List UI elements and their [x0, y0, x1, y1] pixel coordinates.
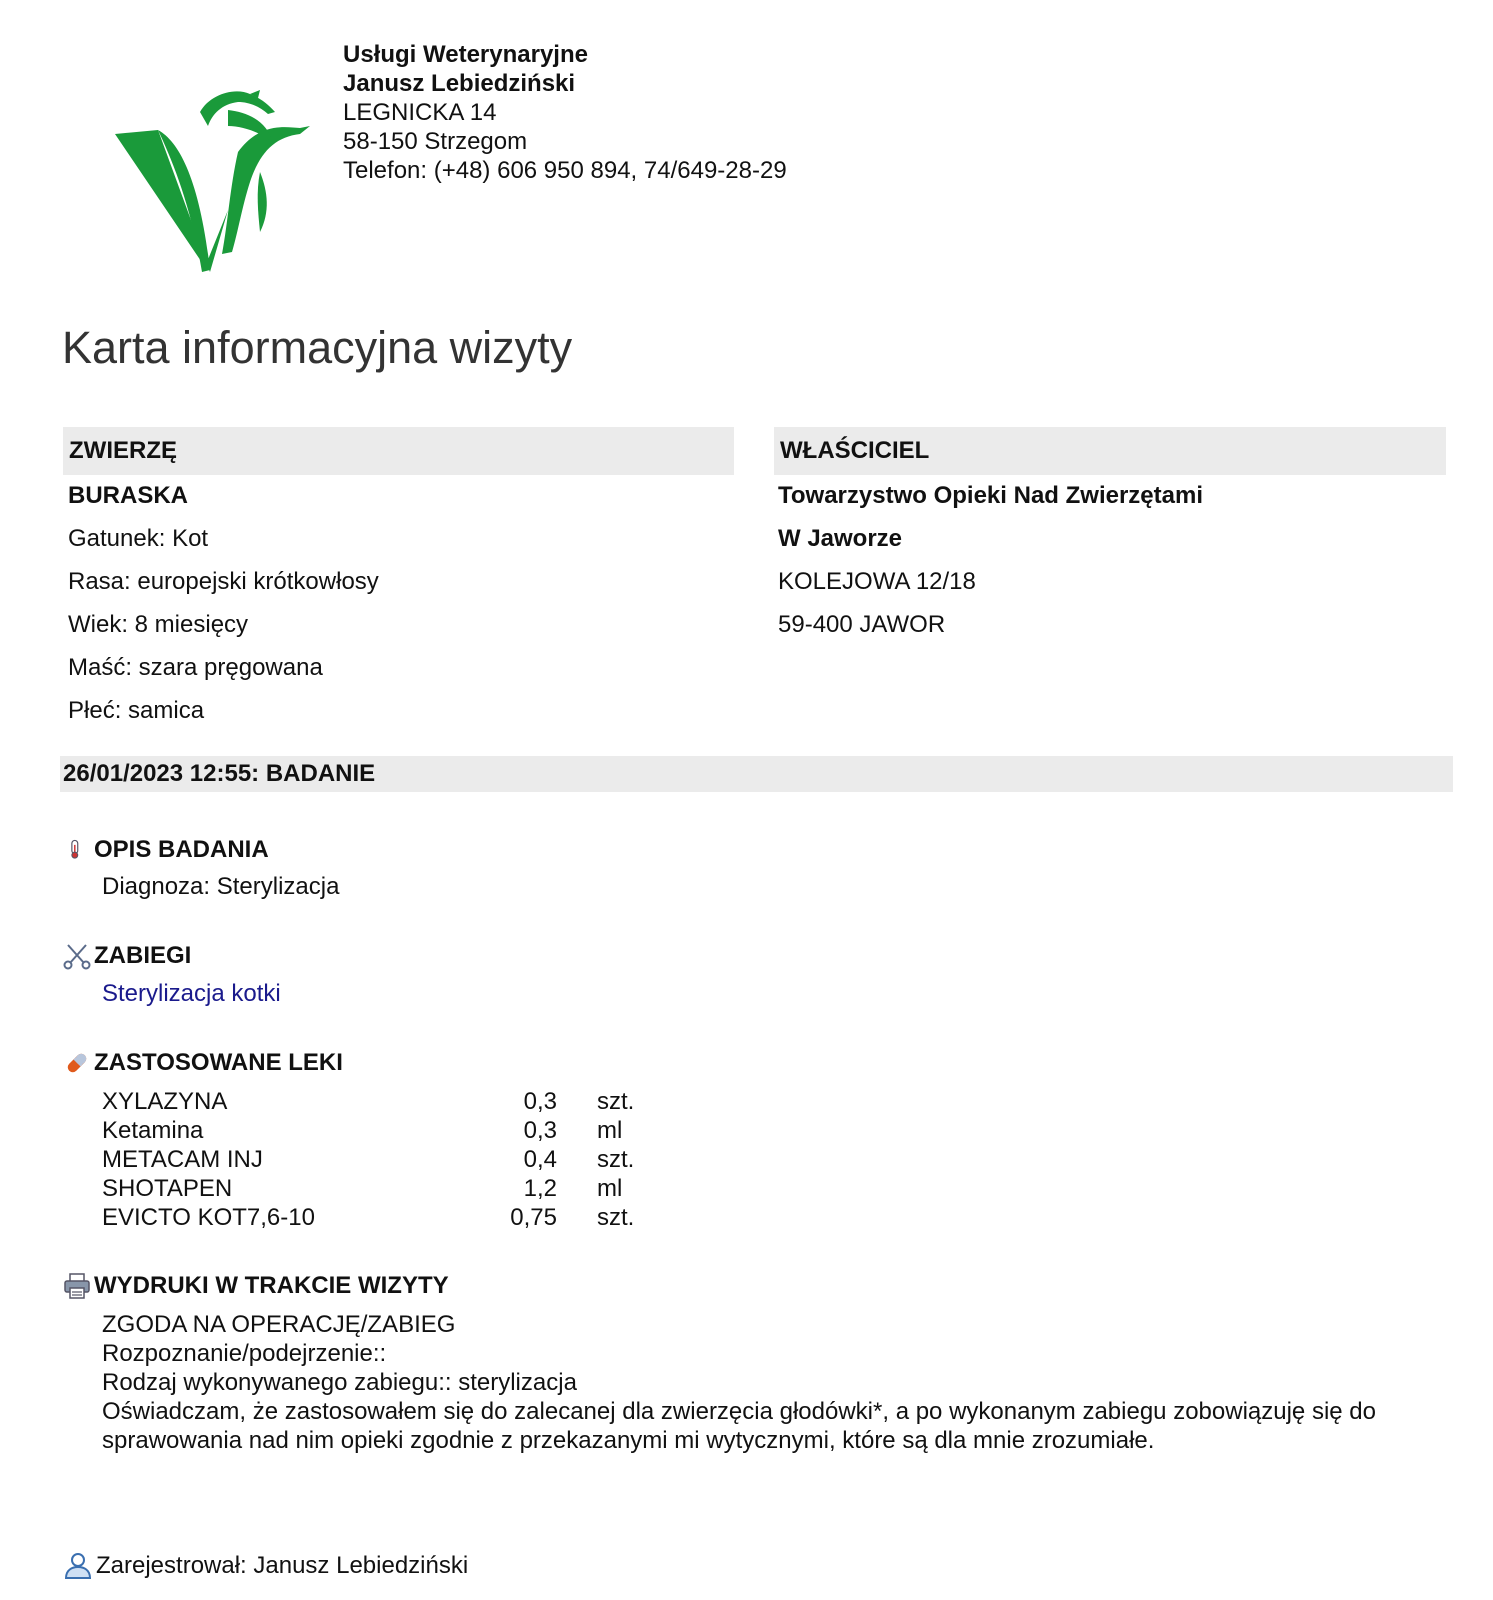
animal-color: Maść: szara pręgowana	[68, 654, 323, 681]
procedure-item: Sterylizacja kotki	[102, 980, 281, 1007]
animal-breed: Rasa: europejski krótkowłosy	[68, 568, 379, 595]
user-icon	[62, 1550, 94, 1582]
animal-sex: Płeć: samica	[68, 697, 205, 724]
medication-name: SHOTAPEN	[102, 1175, 233, 1202]
medication-row	[102, 1174, 634, 1203]
pill-icon	[62, 1048, 92, 1078]
printer-icon	[62, 1271, 92, 1301]
medication-qty: 0,3	[523, 1088, 557, 1115]
clinic-logo	[110, 82, 320, 278]
medication-qty: 0,75	[510, 1204, 557, 1231]
procedures-title: ZABIEGI	[94, 942, 192, 969]
thermometer-icon	[66, 835, 88, 865]
procedures-header	[62, 940, 191, 972]
medication-name: XYLAZYNA	[102, 1088, 228, 1115]
animal-species: Gatunek: Kot	[68, 525, 209, 552]
medication-unit: szt.	[597, 1146, 635, 1173]
medication-row	[102, 1203, 634, 1232]
medication-row	[102, 1145, 634, 1174]
printout-line: ZGODA NA OPERACJĘ/ZABIEG	[102, 1311, 456, 1338]
animal-details	[68, 474, 379, 732]
medication-qty: 0,3	[523, 1117, 557, 1144]
printout-line: Rodzaj wykonywanego zabiegu:: sterylizacja	[102, 1369, 577, 1396]
medications-header	[62, 1047, 343, 1079]
owner-section-header: WŁAŚCICIEL	[774, 427, 1446, 475]
medications-table	[102, 1087, 634, 1232]
printout-statement: Oświadczam, że zastosowałem się do zalecanej dla zwierzęcia głodówki*, a po wykonanym zabiegu zobowiązuję się do sprawowania nad nim opieki zgodnie z przekazanymi mi wytycznymi, które są dla mnie zrozumiałe.	[102, 1398, 1376, 1454]
printouts-header	[62, 1270, 449, 1302]
exam-title: OPIS BADANIA	[94, 836, 269, 863]
animal-name: BURASKA	[68, 482, 188, 509]
medication-unit: ml	[597, 1175, 623, 1202]
registered-by	[62, 1550, 468, 1582]
medications-title: ZASTOSOWANE LEKI	[94, 1049, 343, 1076]
owner-details	[778, 474, 1203, 646]
medication-unit: szt.	[597, 1088, 635, 1115]
page-title: Karta informacyjna wizyty	[62, 322, 573, 373]
medication-unit: ml	[597, 1117, 623, 1144]
scissors-icon	[62, 941, 92, 971]
medication-name: Ketamina	[102, 1117, 204, 1144]
clinic-city: 58-150 Strzegom	[343, 128, 528, 155]
medication-name: METACAM INJ	[102, 1146, 263, 1173]
owner-street: KOLEJOWA 12/18	[778, 568, 976, 595]
registered-by-text: Zarejestrował: Janusz Lebiedziński	[96, 1552, 469, 1579]
medication-qty: 1,2	[523, 1175, 557, 1202]
owner-city: 59-400 JAWOR	[778, 611, 946, 638]
clinic-info	[343, 40, 787, 185]
medication-row	[102, 1087, 634, 1116]
owner-name-line2: W Jaworze	[778, 525, 903, 552]
printouts-body	[102, 1310, 1432, 1455]
medication-unit: szt.	[597, 1204, 635, 1231]
clinic-street: LEGNICKA 14	[343, 99, 497, 126]
medication-name: EVICTO KOT7,6-10	[102, 1204, 315, 1231]
visit-header: 26/01/2023 12:55: BADANIE	[60, 756, 1453, 792]
animal-section-header: ZWIERZĘ	[63, 427, 734, 475]
printouts-title: WYDRUKI W TRAKCIE WIZYTY	[94, 1272, 449, 1299]
animal-age: Wiek: 8 miesięcy	[68, 611, 249, 638]
clinic-name: Usługi Weterynaryjne	[343, 41, 588, 68]
exam-header	[66, 834, 269, 866]
owner-name: Towarzystwo Opieki Nad Zwierzętami	[778, 482, 1203, 509]
medication-row	[102, 1116, 634, 1145]
clinic-phone: Telefon: (+48) 606 950 894, 74/649-28-29	[343, 157, 787, 184]
exam-diagnosis: Diagnoza: Sterylizacja	[102, 873, 340, 900]
medication-qty: 0,4	[523, 1146, 557, 1173]
clinic-owner: Janusz Lebiedziński	[343, 70, 576, 97]
printout-line: Rozpoznanie/podejrzenie::	[102, 1340, 387, 1367]
